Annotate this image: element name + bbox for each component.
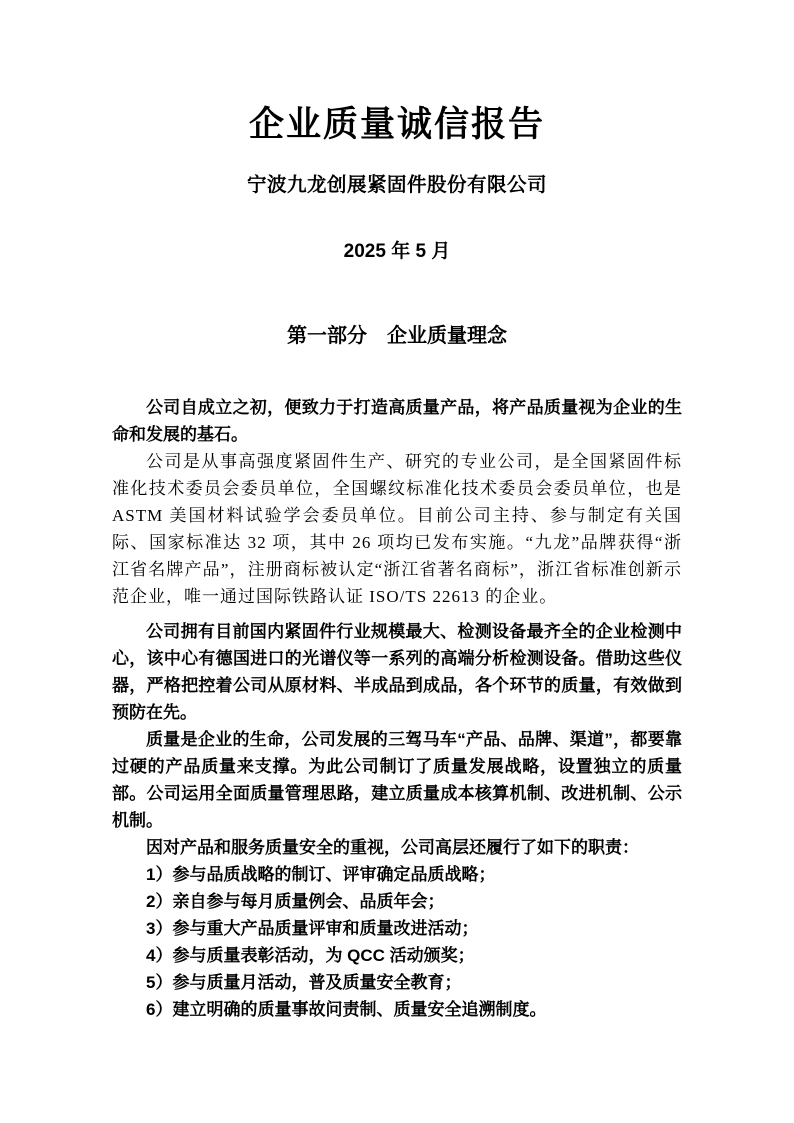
list-item-duty-2: 2）亲自参与每月质量例会、品质年会；	[146, 892, 445, 911]
list-item-duty-6: 6）建立明确的质量事故问责制、质量安全追溯制度。	[146, 1000, 547, 1019]
list-item-duty-5: 5）参与质量月活动，普及质量安全教育；	[146, 973, 462, 992]
paragraph-duties-intro: 因对产品和服务质量安全的重视，公司高层还履行了如下的职责：	[146, 838, 639, 857]
section-body	[112, 394, 682, 1023]
company-name: 宁波九龙创展紧固件股份有限公司	[246, 174, 547, 196]
list-item-duty-1: 1）参与品质战略的制订、评审确定品质战略；	[146, 865, 496, 884]
paragraph-company-profile: 公司是从事高强度紧固件生产、研究的专业公司，是全国紧固件标准化技术委员会委员单位，全国螺纹标准化技术委员会委员单位，也是 ASTM 美国材料试验学会委员单位。目前公司主持、参与制定有关国际、国家标准达 32 项，其中 26 项均已发布实施。“九龙”品牌获得“浙江省名牌产品”，注册商标被认定“浙江省著名商标”，浙江省标准创新示范企业，唯一通过国际铁路认证 ISO/TS 22613 的企业。	[112, 452, 682, 606]
paragraph-testing-center: 公司拥有目前国内紧固件行业规模最大、检测设备最齐全的企业检测中心，该中心有德国进口的光谱仪等一系列的高端分析检测设备。借助这些仪器，严格把控着公司从原材料、半成品到成品，各个环节的质量，有效做到预防在先。	[112, 622, 682, 722]
list-item-duty-3: 3）参与重大产品质量评审和质量改进活动；	[146, 919, 479, 938]
list-item-duty-4: 4）参与质量表彰活动，为 QCC 活动颁奖；	[146, 946, 475, 965]
paragraph-founding-principle: 公司自成立之初，便致力于打造高质量产品，将产品质量视为企业的生命和发展的基石。	[112, 398, 682, 444]
report-date: 2025 年 5 月	[343, 241, 451, 262]
paragraph-quality-strategy: 质量是企业的生命，公司发展的三驾马车“产品、品牌、渠道”，都要靠过硬的产品质量来支撑。为此公司制订了质量发展战略，设置独立的质量部。公司运用全面质量管理思路，建立质量成本核算机制、改进机制、公示机制。	[112, 730, 682, 830]
duties-list	[112, 861, 682, 1023]
report-title: 企业质量诚信报告	[248, 105, 545, 144]
section-heading: 第一部分 企业质量理念	[287, 325, 507, 347]
